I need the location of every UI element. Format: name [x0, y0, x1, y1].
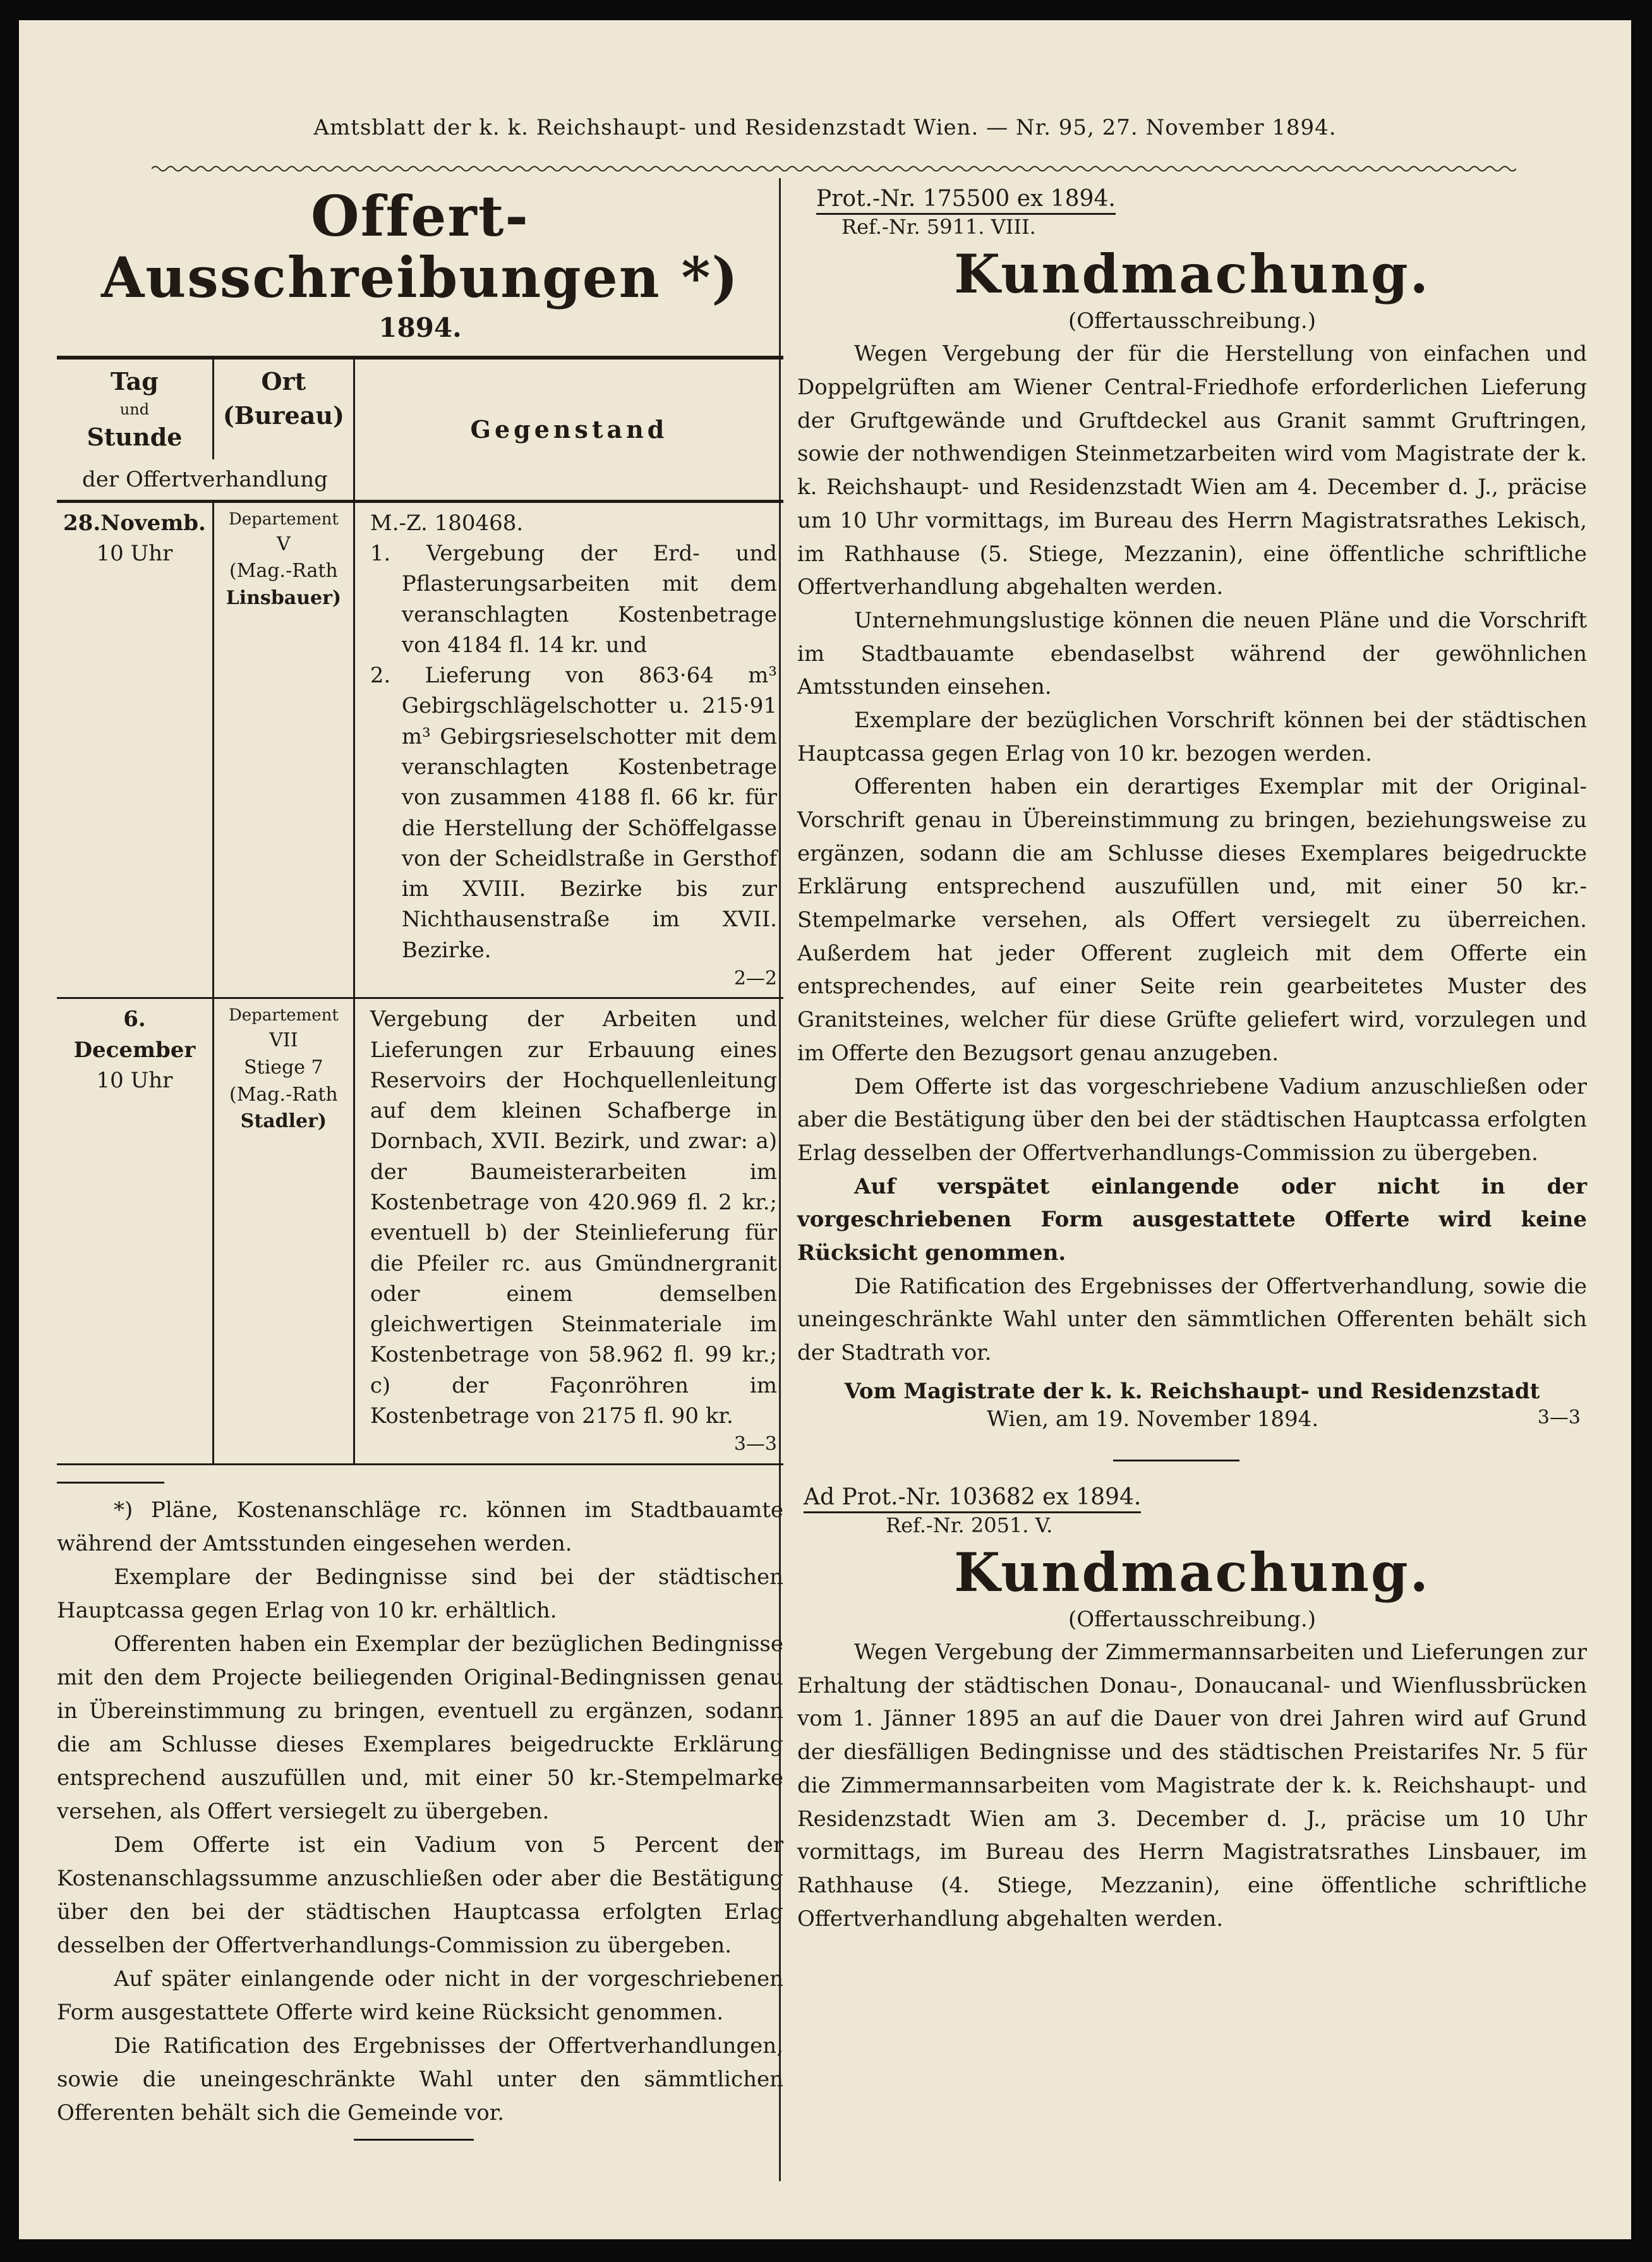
notice1-para-7: Die Ratification des Ergebnisses der Offertverhandlung, sowie die uneingeschränkte Wahl unter den sämmtlichen Offerenten behält sich der Stadtrath vor. — [797, 1273, 1587, 1366]
row1-datetime — [57, 501, 213, 998]
notice2-subtitle: (Offertausschreibung.) — [1068, 1607, 1316, 1633]
row2-dept-number: VII — [269, 1029, 298, 1052]
footnote-6: Die Ratification des Ergebnisses der Offertverhandlungen, sowie die uneingeschränkte Wahl unter den sämmtlichen Offerenten behält sich die Gemeinde vor. — [57, 2033, 783, 2126]
notice1-place-date: Wien, am 19. November 1894. — [987, 1406, 1319, 1432]
schedule-table — [57, 356, 783, 1465]
row1-count: 2—2 — [733, 967, 777, 989]
section-year: 1894. — [378, 311, 462, 343]
header-bureau: (Bureau) — [222, 401, 344, 430]
end-rule — [354, 2139, 474, 2141]
footnotes — [57, 1494, 783, 2131]
right-column — [797, 186, 1587, 1935]
row2-text: Vergebung der Arbeiten und Lieferungen zur Erbauung eines Reservoirs der Hochquellenleitung auf dem kleinen Schafberge in Dornbach, XVII. Bezirk, und zwar: a) der Baumeisterarbeiten im Kostenbetrage von 420.969 fl. 2 kr.; eventuell b) der Steinlieferung für die Pfeiler rc. aus Gmündnergranit oder einem demselben gleichwertigen Steinmateriale im Kostenbetrage von 58.962 fl. 99 kr.; c) der Façonröhren im Kostenbetrage von 2175 fl. 90 kr. — [370, 1007, 777, 1429]
row1-subject — [354, 501, 783, 998]
notice1-para-2: Unternehmungslustige können die neuen Pläne und die Vorschrift im Stadtbauamte ebendaselbst während der gewöhnlichen Amtsstunden einsehen. — [797, 607, 1587, 700]
section-title: Offert-Ausschreibungen *) — [101, 183, 739, 310]
row1-dept-label: Departement — [228, 509, 339, 529]
notice1-ref: Ref.-Nr. 5911. VIII. — [841, 215, 1036, 239]
row1-bureau — [213, 501, 354, 998]
row1-magrath: (Mag.-Rath — [229, 560, 338, 583]
footnote-5: Auf später einlangende oder nicht in der vorgeschriebenen Form ausgestattete Offerte wird keine Rücksicht genommen. — [57, 1966, 783, 2026]
row1-mz: M.-Z. 180468. — [370, 510, 524, 536]
notice1-para-5: Dem Offerte ist das vorgeschriebene Vadium anzuschließen oder aber die Bestätigung über den bei der städtischen Hauptcassa erfolgten Erlag desselben der Offertverhandlungs-Commission zu übergeben. — [797, 1074, 1587, 1166]
notice1-signature: Vom Magistrate der k. k. Reichshaupt- und Residenzstadt — [844, 1378, 1540, 1404]
footnote-3: Offerenten haben ein Exemplar der bezüglichen Bedingnisse mit den dem Projecte beiliegenden Original-Bedingnissen genau in Übereinstimmung zu bringen, eventuell zu ergänzen, sodann die am Schlusse dieses Exemplares beigedruckte Erklärung entsprechend auszufüllen und, mit einer 50 kr.-Stempelmarke versehen, als Offert versiegelt zu übergeben. — [57, 1631, 783, 1825]
row2-date: 6. December — [73, 1007, 196, 1063]
header-stunde: Stunde — [87, 422, 183, 451]
header-ort: Ort — [261, 366, 306, 396]
notice2-para-1: Wegen Vergebung der Zimmermannsarbeiten und Lieferungen zur Erhaltung der städtischen Donau-, Donaucanal- und Wienflussbrücken vom 1. Jänner 1895 an auf die Dauer von drei Jahren wird auf Grund der diesfälligen Bedingnisse und des städtischen Preistarifes Nr. 5 für die Zimmermannsarbeiten vom Magistrate der k. k. Reichshaupt- und Residenzstadt Wien am 3. December d. J., präcise um 10 Uhr vormittags, im Bureau des Herrn Magistratsrathes Linsbauer, im Rathhause (4. Stiege, Mezzanin), eine öffentliche schriftliche Offertverhandlung abgehalten werden. — [797, 1640, 1587, 1932]
masthead: Amtsblatt der k. k. Reichshaupt- und Residenzstadt Wien. — Nr. 95, 27. November 1894. — [313, 115, 1337, 140]
left-column — [57, 183, 783, 2141]
document-page — [19, 20, 1631, 2239]
footnote-1: *) Pläne, Kostenanschläge rc. können im Stadtbauamte während der Amtsstunden eingesehen werden. — [57, 1497, 783, 1556]
row2-bureau — [213, 998, 354, 1464]
notice1-prot-number: Prot.-Nr. 175500 ex 1894. — [816, 186, 1116, 215]
header-ort-bureau — [213, 358, 354, 459]
notice1-count: 3—3 — [1537, 1406, 1581, 1429]
notice1-body — [797, 337, 1587, 1369]
notice1-para-1: Wegen Vergebung der für die Herstellung von einfachen und Doppelgrüften am Wiener Central-Friedhofe erforderlichen Lieferung der Gruftgewände und Gruftdeckel aus Granit sammt Gruftringen, sowie der nothwendigen Steinmetzarbeiten wird vom Magistrate der k. k. Reichshaupt- und Residenzstadt Wien am 4. December d. J., präcise um 10 Uhr vormittags, im Bureau des Herrn Magistratsrathes Lekisch, im Rathhause (5. Stiege, Mezzanin), eine öffentliche schriftliche Offertverhandlung abgehalten werden. — [797, 341, 1587, 600]
notice1-para-3: Exemplare der bezüglichen Vorschrift können bei der städtischen Hauptcassa gegen Erlag von 10 kr. bezogen werden. — [797, 707, 1587, 766]
notice2-title: Kundmachung. — [954, 1540, 1430, 1604]
row2-datetime — [57, 998, 213, 1464]
notice2-prot-number: Ad Prot.-Nr. 103682 ex 1894. — [804, 1484, 1141, 1513]
header-und: und — [119, 400, 150, 418]
row1-time: 10 Uhr — [96, 541, 173, 567]
header-tag: Tag — [111, 366, 159, 396]
row2-dept-label: Departement — [228, 1006, 339, 1025]
row2-official: Stadler) — [240, 1110, 327, 1133]
notice2-prot — [797, 1484, 1587, 1513]
row1-item2: 2. Lieferung von 863·64 m³ Gebirgschlägelschotter u. 215·91 m³ Gebirgsrieselschotter mit dem veranschlagten Kostenbetrage von zusammen 4188 fl. 66 kr. für die Herstellung der Schöffelgasse von der Scheidlstraße in Gersthof im XVIII. Bezirke bis zur Nichthausenstraße im XVII. Bezirke. — [370, 663, 777, 963]
row2-magrath: (Mag.-Rath — [229, 1083, 338, 1106]
notice2-body — [797, 1636, 1587, 1935]
notice1-para-6: Auf verspätet einlangende oder nicht in der vorgeschriebenen Form ausgestattete Offerte wird keine Rücksicht genommen. — [797, 1173, 1587, 1266]
notice1-prot — [797, 186, 1587, 215]
notice1-subtitle: (Offertausschreibung.) — [1068, 308, 1316, 334]
notice1-para-4: Offerenten haben ein derartiges Exemplar mit der Original-Vorschrift genau in Übereinstimmung zu bringen, beziehungsweise zu ergänzen, sodann die am Schlusse dieses Exemplares beigedruckte Erklärung entsprechend auszufüllen und, mit einer 50 kr.-Stempelmarke versehen, als Offert versiegelt zu überreichen. Außerdem hat jeder Offerent zugleich mit dem Offerte ein entsprechendes, auf einer Seite rein gearbeitetes Muster des Granitsteines, welcher für diese Grüfte geliefert wird, vorzulegen und im Offerte den Bezugsort genau anzugeben. — [797, 774, 1587, 1066]
header-tag-stunde — [57, 358, 213, 459]
notice1-title: Kundmachung. — [954, 243, 1430, 305]
row2-subject — [354, 998, 783, 1464]
row1-dept-number: V — [277, 533, 291, 555]
row2-time: 10 Uhr — [96, 1067, 173, 1093]
row1-item1: 1. Vergebung der Erd- und Pflasterungsarbeiten mit dem veranschlagten Kostenbetrage von 4184 fl. 14 kr. und — [370, 541, 777, 658]
notice1-place-row — [797, 1404, 1587, 1436]
row2-stiege: Stiege 7 — [244, 1056, 323, 1079]
notice-separator — [1113, 1460, 1239, 1461]
footnote-rule — [57, 1482, 164, 1484]
row2-count: 3—3 — [733, 1433, 777, 1456]
notice2-ref: Ref.-Nr. 2051. V. — [886, 1513, 1053, 1537]
wavy-rule — [152, 164, 1516, 173]
row1-official: Linsbauer) — [226, 586, 342, 609]
footnote-2: Exemplare der Bedingnisse sind bei der städtischen Hauptcassa gegen Erlag von 10 kr. erhältlich. — [57, 1564, 783, 1623]
header-gegenstand: Gegenstand — [354, 358, 783, 502]
footnote-4: Dem Offerte ist ein Vadium von 5 Percent der Kostenanschlagssumme anzuschließen oder aber die Bestätigung über den bei der städtischen Hauptcassa erfolgten Erlag desselben der Offertverhandlungs-Commission zu übergeben. — [57, 1832, 783, 1959]
row1-date: 28.Novemb. — [63, 510, 206, 536]
header-offertverhandlung: der Offertverhandlung — [57, 459, 354, 502]
